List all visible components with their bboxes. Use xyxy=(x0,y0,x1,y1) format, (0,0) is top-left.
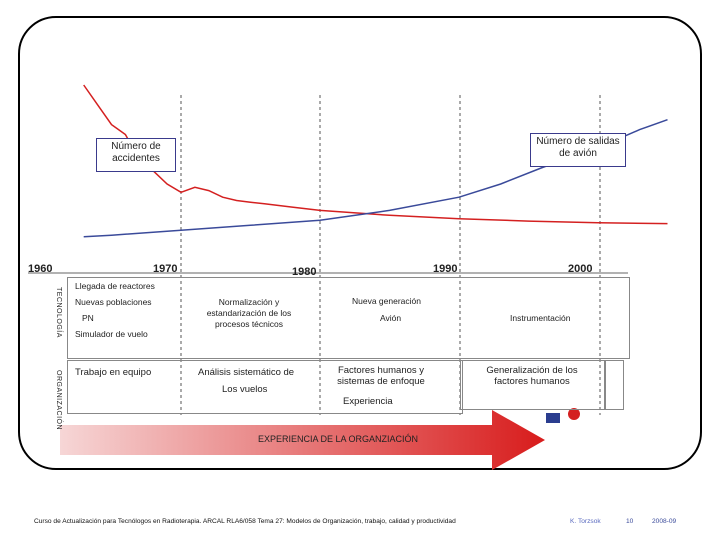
org-right-box xyxy=(604,360,624,410)
org-experiencia: Experiencia xyxy=(343,396,393,407)
org-generalizacion: Generalización de los factores humanos xyxy=(486,365,578,387)
year-label: 1980 xyxy=(292,266,317,278)
accidents-callout-text: Número de accidentes xyxy=(111,141,161,164)
arrow-label: EXPERIENCIA DE LA ORGANZIACIÓN xyxy=(258,434,419,444)
year-label: 1970 xyxy=(153,263,178,275)
org-vuelos: Los vuelos xyxy=(222,384,268,395)
year-label: 2000 xyxy=(568,263,593,275)
footer-author: K. Torzsok xyxy=(570,518,601,525)
year-label: 1990 xyxy=(433,263,458,275)
flag-icon xyxy=(546,413,560,423)
tech-nueva-generacion: Nueva generación xyxy=(352,296,421,306)
accidents-callout xyxy=(96,138,176,172)
tech-reactores: Llegada de reactores xyxy=(75,281,155,291)
org-analisis: Análisis sistemático de xyxy=(198,367,295,378)
year-label: 1960 xyxy=(28,263,53,275)
tech-normalizacion: Normalización y estandarización de los procesos técnicos xyxy=(206,297,292,329)
footer-page: 10 xyxy=(626,518,634,525)
tech-poblaciones: Nuevas poblaciones xyxy=(75,297,152,307)
tech-avion: Avión xyxy=(380,313,402,323)
tech-instrumentacion: Instrumentación xyxy=(510,313,571,323)
departures-callout-text: Número de salidas de avión xyxy=(536,136,620,159)
footer-course: Curso de Actualización para Tecnólogos en Radioterapia. ARCAL RLA6/058 Tema 27: Modelos de Organización, trabajo, calidad y productividad xyxy=(34,518,456,525)
org-row-label: ORGANIZACIÓN xyxy=(55,370,62,431)
footer-date: 2008-09 xyxy=(652,518,677,525)
tech-pn: PN xyxy=(82,313,94,323)
tech-simulador: Simulador de vuelo xyxy=(75,329,148,339)
org-factores: Factores humanos y sistemas de enfoque xyxy=(337,365,425,387)
departures-callout xyxy=(530,133,626,167)
org-equipo: Trabajo en equipo xyxy=(75,367,152,378)
tech-row-label: TECNOLOGÍA xyxy=(55,287,62,338)
